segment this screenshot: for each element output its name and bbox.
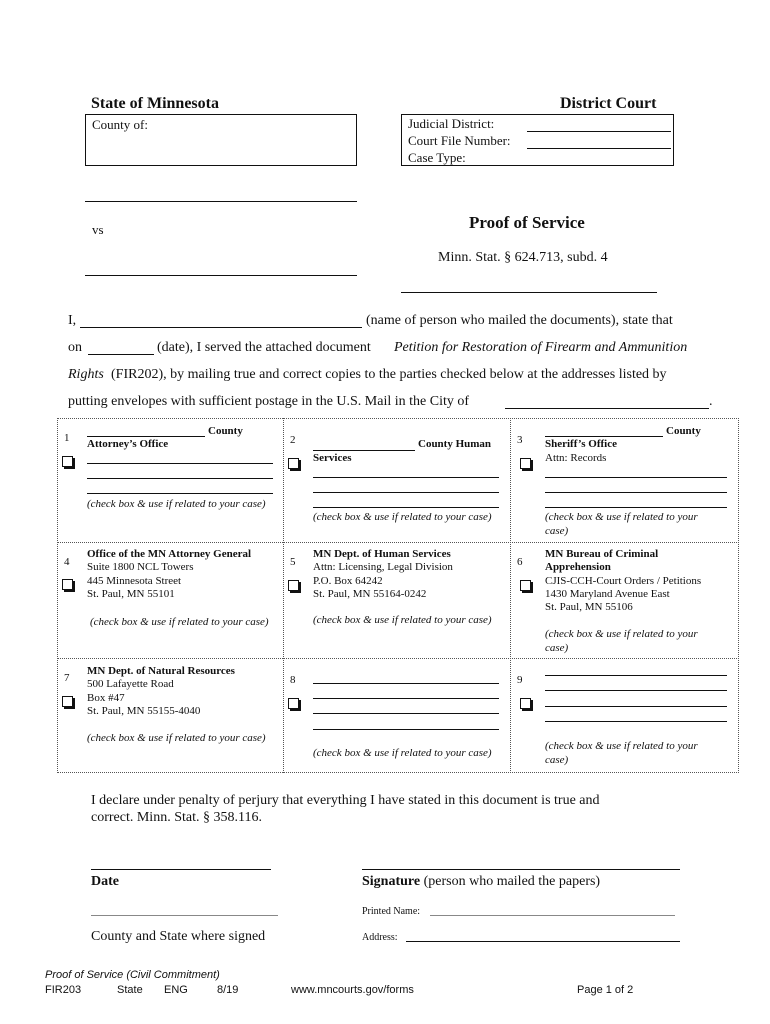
checkbox-9[interactable] <box>520 698 531 709</box>
address-line[interactable] <box>313 492 499 493</box>
checkbox-8[interactable] <box>288 698 299 709</box>
cell4-title: Office of the MN Attorney General <box>87 548 252 560</box>
body-line1: (name of person who mailed the documents), state that <box>366 313 673 328</box>
form-date: 8/19 <box>217 984 239 996</box>
cell6-title: MN Bureau of Criminal <box>545 548 659 560</box>
judicial-district-label: Judicial District: <box>408 116 495 131</box>
date-label: Date <box>91 874 119 889</box>
address-line[interactable] <box>87 493 273 494</box>
checkbox-4[interactable] <box>62 579 73 590</box>
cell6-title-cont: Apprehension <box>545 561 611 573</box>
cell-number: 8 <box>290 674 296 686</box>
body-line4: putting envelopes with sufficient postage in the U.S. Mail in the City of <box>68 394 470 409</box>
cell5-address-line2: P.O. Box 64242 <box>313 575 383 587</box>
table-col-divider <box>510 418 511 773</box>
body-on: on <box>68 340 82 355</box>
cell3-attn: Attn: Records <box>545 452 607 464</box>
cell7-title: MN Dept. of Natural Resources <box>87 665 235 677</box>
cell4-address-line2: 445 Minnesota Street <box>87 575 182 587</box>
check-note: (check box & use if related to your case) <box>87 732 266 744</box>
county-box[interactable] <box>85 114 357 166</box>
check-note: (check box & use if related to your case) <box>545 628 698 654</box>
cell2-title: Services <box>313 452 352 464</box>
cell-number: 9 <box>517 674 523 686</box>
statute-reference: Minn. Stat. § 624.713, subd. 4 <box>438 250 608 265</box>
court-file-label: Court File Number: <box>408 133 511 148</box>
cell-number: 6 <box>517 556 523 568</box>
form-title: Proof of Service (Civil Commitment) <box>45 969 220 981</box>
respondent-line[interactable] <box>85 275 357 276</box>
body-line3: (FIR202), by mailing true and correct copies to the parties checked below at the addresses listed by <box>111 367 667 382</box>
cell3-title: Sheriff’s Office <box>545 438 617 450</box>
cell-number: 2 <box>290 434 296 446</box>
table-col-divider <box>283 418 284 773</box>
address-line[interactable] <box>545 477 727 478</box>
cell6-address-line3: St. Paul, MN 55106 <box>545 601 633 613</box>
county-state-label: County and State where signed <box>91 929 266 944</box>
body-period: . <box>709 394 713 409</box>
cell5-address-line1: Attn: Licensing, Legal Division <box>313 561 453 573</box>
cell4-address-line1: Suite 1800 NCL Towers <box>87 561 194 573</box>
checkbox-7[interactable] <box>62 696 73 707</box>
table-row-divider <box>57 542 739 543</box>
document-title: Petition for Restoration of Firearm and Ammunition <box>394 340 688 355</box>
checkbox-3[interactable] <box>520 458 531 469</box>
body-line2: (date), I served the attached document <box>157 340 371 355</box>
address-line[interactable] <box>313 729 499 730</box>
vs-label: vs <box>92 222 104 237</box>
check-note: (check box & use if related to your case) <box>545 511 698 537</box>
court-file-field[interactable] <box>527 148 671 149</box>
form-state: State <box>117 984 143 996</box>
address-line[interactable] <box>545 721 727 722</box>
checkbox-1[interactable] <box>62 456 73 467</box>
address-line[interactable] <box>545 706 727 707</box>
check-note: (check box & use if related to your case) <box>90 616 269 628</box>
county-name-field-2[interactable] <box>313 450 415 451</box>
check-note: (check box & use if related to your case) <box>313 747 492 759</box>
cell4-address-line3: St. Paul, MN 55101 <box>87 588 175 600</box>
cell-number: 3 <box>517 434 523 446</box>
forms-url[interactable]: www.mncourts.gov/forms <box>291 984 414 996</box>
petitioner-line[interactable] <box>85 201 357 202</box>
cell6-address-line1: CJIS-CCH-Court Orders / Petitions <box>545 575 702 587</box>
address-line[interactable] <box>313 698 499 699</box>
address-line[interactable] <box>545 690 727 691</box>
signature-label: Signature <box>362 874 421 889</box>
body-i: I, <box>68 313 77 328</box>
state-heading: State of Minnesota <box>91 95 219 112</box>
address-line[interactable] <box>545 492 727 493</box>
county-label: County of: <box>92 117 148 132</box>
court-heading: District Court <box>560 95 657 112</box>
cell3-county-word: County <box>666 425 701 437</box>
cell2-county-word: County Human <box>418 438 492 450</box>
address-line[interactable] <box>313 507 499 508</box>
printed-name-field[interactable] <box>430 915 675 916</box>
address-line[interactable] <box>545 507 727 508</box>
address-line[interactable] <box>87 478 273 479</box>
address-line[interactable] <box>87 463 273 464</box>
signature-note: (person who mailed the papers) <box>423 874 601 889</box>
check-note: (check box & use if related to your case) <box>87 498 266 510</box>
declaration-line2: correct. Minn. Stat. § 358.116. <box>91 810 262 825</box>
case-type-label: Case Type: <box>408 150 466 165</box>
date-field[interactable] <box>88 354 154 355</box>
table-row-divider <box>57 658 739 659</box>
cell-number: 5 <box>290 556 296 568</box>
cell6-address-line2: 1430 Maryland Avenue East <box>545 588 670 600</box>
server-name-field[interactable] <box>80 327 362 328</box>
signature-label-row <box>362 874 600 890</box>
cell5-title: MN Dept. of Human Services <box>313 548 451 560</box>
cell-number: 7 <box>64 672 70 684</box>
title-underline <box>401 292 657 293</box>
signature-field[interactable] <box>362 869 680 870</box>
cell7-address-line3: St. Paul, MN 55155-4040 <box>87 705 201 717</box>
cell1-title: Attorney’s Office <box>87 438 169 450</box>
cell1-county-word: County <box>208 425 243 437</box>
address-label: Address: <box>362 932 398 943</box>
cell-number: 4 <box>64 556 70 568</box>
cell7-address-line1: 500 Lafayette Road <box>87 678 174 690</box>
document-title-cont: Rights <box>68 367 104 382</box>
cell5-address-line3: St. Paul, MN 55164-0242 <box>313 588 427 600</box>
county-state-field[interactable] <box>91 915 278 916</box>
form-language: ENG <box>164 984 188 996</box>
form-code: FIR203 <box>45 984 82 996</box>
county-name-field-1[interactable] <box>87 436 205 437</box>
page-title: Proof of Service <box>469 213 585 232</box>
case-info-box <box>401 114 674 166</box>
address-line[interactable] <box>545 675 727 676</box>
address-line[interactable] <box>313 713 499 714</box>
judicial-district-field[interactable] <box>527 131 671 132</box>
date-signed-field[interactable] <box>91 869 271 870</box>
checkbox-6[interactable] <box>520 580 531 591</box>
checkbox-5[interactable] <box>288 580 299 591</box>
checkbox-2[interactable] <box>288 458 299 469</box>
check-note: (check box & use if related to your case) <box>313 614 492 626</box>
check-note: (check box & use if related to your case) <box>313 511 492 523</box>
check-note: (check box & use if related to your case) <box>545 740 698 766</box>
county-name-field-3[interactable] <box>545 436 663 437</box>
address-field[interactable] <box>406 941 680 942</box>
address-line[interactable] <box>313 683 499 684</box>
page-number: Page 1 of 2 <box>577 984 634 996</box>
declaration-line1: I declare under penalty of perjury that everything I have stated in this document is true and <box>91 793 600 808</box>
city-field[interactable] <box>505 408 709 409</box>
address-line[interactable] <box>313 477 499 478</box>
cell7-address-line2: Box #47 <box>87 692 125 704</box>
printed-name-label: Printed Name: <box>362 906 421 917</box>
cell-number: 1 <box>64 432 70 444</box>
